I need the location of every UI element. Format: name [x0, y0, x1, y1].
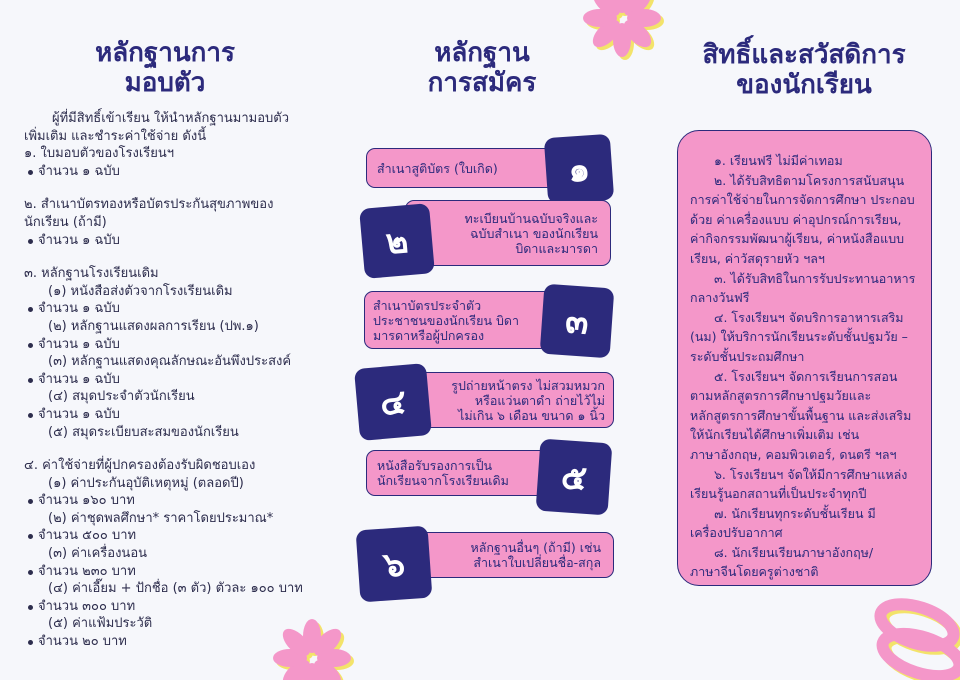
step-6-text: สำเนาใบเปลี่ยนชื่อ-สกุล	[473, 555, 601, 570]
left-title-line2: มอบตัว	[124, 68, 206, 98]
step-2-text: ทะเบียนบ้านฉบับจริงและ	[464, 210, 598, 226]
rights-line: ให้นักเรียนได้ศึกษาเพิ่มเติม เช่น	[690, 427, 860, 443]
step-3-text: มารดาหรือผู้ปกครอง	[373, 327, 485, 343]
sub-item: (๔) ค่าเอี๊ยม + ปักชื่อ (๓ ตัว) ตัวละ ๑๐๐ บาท	[48, 581, 303, 597]
step-2-badge	[359, 203, 435, 279]
sub-item: (๕) สมุดระเบียบสะสมของนักเรียน	[48, 424, 239, 440]
step-2-number: ๒	[384, 221, 410, 263]
step-1-text: สำเนาสูติบัตร (ใบเกิด)	[377, 160, 498, 176]
rights-line: ๒. ได้รับสิทธิตามโครงการสนับสนุน	[714, 172, 905, 188]
sub-item: (๓) ค่าเครื่องนอน	[48, 546, 148, 562]
bullet-quantity: จำนวน ๑ ฉบับ	[24, 371, 314, 389]
step-6-badge	[356, 526, 433, 603]
sub-item: (๑) ค่าประกันอุบัติเหตุหมู่ (ตลอดปี)	[48, 475, 244, 491]
rights-line: ระดับชั้นประถมศึกษา	[690, 348, 805, 364]
step-2-pill	[405, 200, 611, 266]
section-2-heading: ๒. สำเนาบัตรทองหรือบัตรประกันสุขภาพของ	[24, 197, 274, 213]
rights-line: การค่าใช้จ่ายในการจัดการศึกษา ประกอบ	[690, 192, 915, 208]
step-5-text: นักเรียนจากโรงเรียนเดิม	[377, 473, 509, 488]
bullet-amount: จำนวน ๒๓๐ บาท	[24, 563, 314, 581]
step-1-badge	[544, 134, 614, 204]
step-1-number: ๑	[566, 149, 592, 191]
left-column-title	[30, 38, 300, 98]
bullet-amount: จำนวน ๒๐ บาท	[24, 633, 314, 651]
rights-line: ๓. ได้รับสิทธิในการรับประทานอาหาร	[714, 270, 916, 286]
step-5-badge	[536, 439, 613, 516]
bullet-amount: จำนวน ๓๐๐ บาท	[24, 598, 314, 616]
bullet-quantity: จำนวน ๑ ฉบับ	[24, 300, 314, 318]
rights-line: ๑. เรียนฟรี ไม่มีค่าเทอม	[714, 153, 843, 168]
step-3-number: ๓	[563, 301, 590, 343]
step-2-text: ฉบับสำเนา ของนักเรียน	[470, 225, 598, 241]
student-rights-box	[677, 130, 932, 586]
rights-line: ภาษาอังกฤษ, คอมพิวเตอร์, ดนตรี ฯลฯ	[690, 446, 897, 462]
rights-line: เรียน, ค่าวัสดุรายหัว ฯลฯ	[690, 250, 825, 266]
rights-line: ๖. โรงเรียนฯ จัดให้มีการศึกษาแหล่ง	[714, 466, 908, 482]
rights-line: เรียนรู้นอกสถานที่เป็นประจำทุกปี	[690, 486, 867, 502]
sub-item: (๑) หนังสือส่งตัวจากโรงเรียนเดิม	[48, 283, 233, 299]
step-5-number: ๕	[559, 457, 589, 499]
rights-line: กลางวันฟรี	[690, 290, 750, 306]
rights-line: ด้วย ค่าเครื่องแบบ ค่าอุปกรณ์การเรียน,	[690, 211, 902, 227]
bullet-amount: จำนวน ๕๐๐ บาท	[24, 527, 314, 545]
section-2-heading-cont: นักเรียน (ถ้ามี)	[24, 214, 107, 230]
intro-line: ผู้ที่มีสิทธิ์เข้าเรียน ให้นำหลักฐานมามอบตัว	[52, 111, 289, 126]
step-4-badge	[354, 363, 432, 441]
step-4-text: หรือแว่นตาดำ ถ่ายไว้ไม่	[474, 392, 605, 408]
sub-item: (๔) สมุดประจำตัวนักเรียน	[48, 389, 195, 405]
step-2-text: บิดาและมารดา	[515, 240, 598, 256]
rights-line: ตามหลักสูตรการศึกษาปฐมวัยและ	[690, 388, 872, 404]
step-6-pill	[404, 532, 614, 578]
step-6-number: ๖	[381, 544, 407, 586]
bullet-quantity: จำนวน ๑ ฉบับ	[24, 406, 314, 424]
enrollment-documents-list	[24, 110, 314, 651]
rings-decoration	[862, 592, 960, 680]
step-3-text: ประชาชนของนักเรียน บิดา	[373, 312, 520, 328]
step-1-pill	[366, 148, 556, 188]
step-4-pill	[404, 372, 614, 428]
middle-column-title	[352, 38, 612, 98]
rights-line: ภาษาจีนโดยครูต่างชาติ	[690, 564, 819, 580]
bullet-amount: จำนวน ๑๖๐ บาท	[24, 492, 314, 510]
step-5-pill	[366, 450, 556, 496]
sub-item: (๒) ค่าชุดพลศึกษา* ราคาโดยประมาณ*	[48, 510, 274, 526]
section-1-heading: ๑. ใบมอบตัวของโรงเรียนฯ	[24, 146, 175, 162]
right-title-line2: ของนักเรียน	[736, 70, 872, 100]
rights-line: ๘. นักเรียนเรียนภาษาอังกฤษ/	[714, 544, 874, 560]
step-3-pill	[364, 291, 564, 349]
step-5-text: หนังสือรับรองการเป็น	[377, 458, 493, 473]
sub-item: (๓) หลักฐานแสดงคุณลักษณะอันพึงประสงค์	[48, 354, 292, 370]
middle-title-line1: หลักฐาน	[434, 38, 530, 68]
bullet-quantity: จำนวน ๑ ฉบับ	[24, 232, 314, 250]
sub-item: (๒) หลักฐานแสดงผลการเรียน (ปพ.๑)	[48, 318, 259, 334]
rights-line: ๗. นักเรียนทุกระดับชั้นเรียน มี	[714, 505, 876, 521]
intro-line: เพิ่มเติม และชำระค่าใช้จ่าย ดังนี้	[24, 128, 207, 144]
right-column-title	[668, 40, 940, 100]
bullet-quantity: จำนวน ๑ ฉบับ	[24, 336, 314, 354]
section-4-heading: ๔. ค่าใช้จ่ายที่ผู้ปกครองต้องรับผิดชอบเอง	[24, 458, 256, 474]
rights-line: ๔. โรงเรียนฯ จัดบริการอาหารเสริม	[714, 309, 904, 325]
step-4-text: ไม่เกิน ๖ เดือน ขนาด ๑ นิ้ว	[458, 407, 605, 423]
step-3-badge	[540, 284, 615, 359]
sub-item: (๕) ค่าแฟ้มประวัติ	[48, 616, 153, 632]
left-title-line1: หลักฐานการ	[95, 38, 235, 68]
step-4-number: ๔	[378, 381, 408, 425]
bullet-quantity: จำนวน ๑ ฉบับ	[24, 163, 314, 181]
step-4-text: รูปถ่ายหน้าตรง ไม่สวมหมวก	[451, 377, 605, 393]
rights-line: เครื่องปรับอากาศ	[690, 525, 783, 541]
rights-line: (นม) ให้บริการนักเรียนระดับชั้นปฐมวัย –	[690, 329, 908, 345]
middle-title-line2: การสมัคร	[427, 68, 537, 98]
rights-line: หลักสูตรการศึกษาขั้นพื้นฐาน และส่งเสริม	[690, 407, 912, 423]
step-3-text: สำเนาบัตรประจำตัว	[373, 297, 482, 313]
step-6-text: หลักฐานอื่นๆ (ถ้ามี) เช่น	[470, 540, 601, 555]
rights-line: ค่ากิจกรรมพัฒนาผู้เรียน, ค่าหนังสือแบบ	[690, 231, 905, 247]
section-3-heading: ๓. หลักฐานโรงเรียนเดิม	[24, 266, 159, 282]
right-title-line1: สิทธิ์และสวัสดิการ	[702, 40, 906, 70]
rights-line: ๕. โรงเรียนฯ จัดการเรียนการสอน	[714, 368, 898, 384]
